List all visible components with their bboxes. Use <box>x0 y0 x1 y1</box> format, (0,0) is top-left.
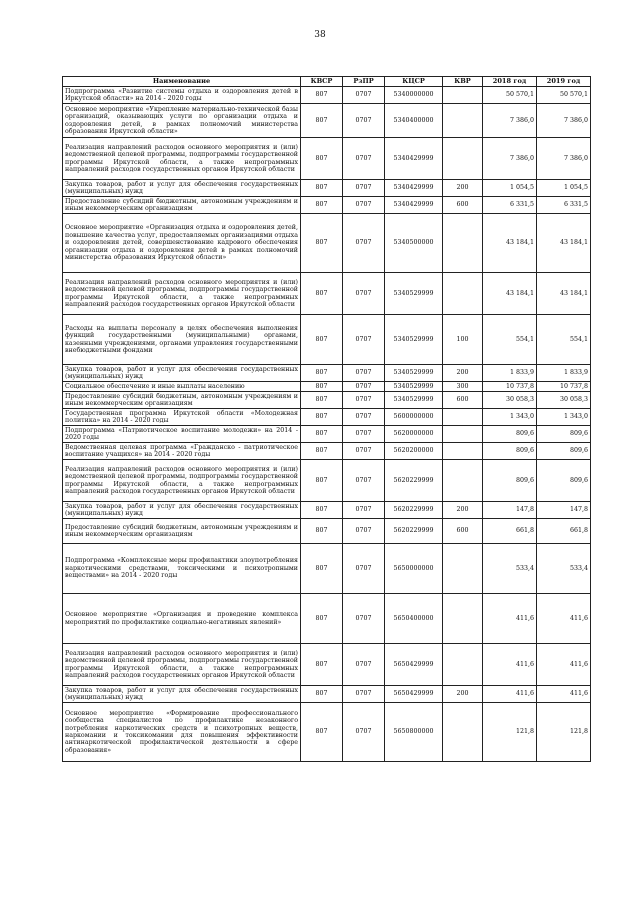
row-kvr: 600 <box>443 197 483 214</box>
row-2019: 43 184,1 <box>537 273 591 315</box>
row-name: Предоставление субсидий бюджетным, автономным учреждениям и иным некоммерческим организациям <box>63 392 301 409</box>
table-row <box>63 460 591 502</box>
row-rzpr: 0707 <box>343 686 385 703</box>
row-kvr: 600 <box>443 392 483 409</box>
row-2018: 411,6 <box>483 594 537 644</box>
row-kcsr: 5340400000 <box>385 104 443 138</box>
row-name: Реализация направлений расходов основного мероприятия и (или) ведомственной целевой программы, подпрограммы государственной программы Иркутской области, а также непрограммных направлений расходов государственных органов Иркутской области <box>63 273 301 315</box>
table-row <box>63 315 591 365</box>
row-2018: 7 386,0 <box>483 138 537 180</box>
table-row <box>63 594 591 644</box>
row-rzpr: 0707 <box>343 426 385 443</box>
row-2018: 411,6 <box>483 686 537 703</box>
row-2018: 1 833,9 <box>483 365 537 382</box>
row-name: Основное мероприятие «Укрепление материально-технической базы организаций, оказывающих услуги по организации отдыха и оздоровления детей, в рамках полномочий министерства образования Иркутской области» <box>63 104 301 138</box>
row-2019: 50 570,1 <box>537 87 591 104</box>
header-kvsr: КВСР <box>301 77 343 87</box>
row-kcsr: 5650000000 <box>385 544 443 594</box>
row-rzpr: 0707 <box>343 104 385 138</box>
row-kcsr: 5620229999 <box>385 502 443 519</box>
row-kvsr: 807 <box>301 365 343 382</box>
row-2018: 809,6 <box>483 460 537 502</box>
row-kvr <box>443 443 483 460</box>
row-kvsr: 807 <box>301 197 343 214</box>
row-kvsr: 807 <box>301 382 343 392</box>
row-name: Предоставление субсидий бюджетным, автономным учреждениям и иным некоммерческим организациям <box>63 519 301 544</box>
table-row <box>63 409 591 426</box>
row-rzpr: 0707 <box>343 644 385 686</box>
row-kcsr: 5620229999 <box>385 519 443 544</box>
row-2019: 411,6 <box>537 686 591 703</box>
row-kvsr: 807 <box>301 104 343 138</box>
row-kvsr: 807 <box>301 87 343 104</box>
row-2018: 554,1 <box>483 315 537 365</box>
row-kvsr: 807 <box>301 273 343 315</box>
row-name: Социальное обеспечение и иные выплаты населению <box>63 382 301 392</box>
row-2018: 661,8 <box>483 519 537 544</box>
row-rzpr: 0707 <box>343 138 385 180</box>
table-row <box>63 686 591 703</box>
row-rzpr: 0707 <box>343 502 385 519</box>
row-2018: 809,6 <box>483 443 537 460</box>
row-2018: 1 343,0 <box>483 409 537 426</box>
table-row <box>63 138 591 180</box>
table-row <box>63 365 591 382</box>
table-row <box>63 703 591 762</box>
row-rzpr: 0707 <box>343 365 385 382</box>
table-row <box>63 544 591 594</box>
row-2019: 411,6 <box>537 644 591 686</box>
table-row <box>63 443 591 460</box>
row-2019: 10 737,8 <box>537 382 591 392</box>
row-2019: 121,8 <box>537 703 591 762</box>
row-kvr <box>443 544 483 594</box>
row-rzpr: 0707 <box>343 180 385 197</box>
row-2019: 809,6 <box>537 460 591 502</box>
row-kvr <box>443 703 483 762</box>
row-kvr: 200 <box>443 365 483 382</box>
row-kcsr: 5340000000 <box>385 87 443 104</box>
row-2019: 554,1 <box>537 315 591 365</box>
row-kcsr: 5620229999 <box>385 460 443 502</box>
row-name: Ведомственная целевая программа «Гражданско - патриотическое воспитание учащихся» на 2014 - 2020 годы <box>63 443 301 460</box>
header-2018: 2018 год <box>483 77 537 87</box>
row-kvsr: 807 <box>301 686 343 703</box>
row-rzpr: 0707 <box>343 703 385 762</box>
row-kcsr: 5650400000 <box>385 594 443 644</box>
header-2019: 2019 год <box>537 77 591 87</box>
row-name: Подпрограмма «Патриотическое воспитание молодежи» на 2014 - 2020 годы <box>63 426 301 443</box>
row-2019: 147,8 <box>537 502 591 519</box>
row-2019: 6 331,5 <box>537 197 591 214</box>
row-kvsr: 807 <box>301 214 343 273</box>
row-kvr <box>443 644 483 686</box>
table-row <box>63 392 591 409</box>
row-kvsr: 807 <box>301 703 343 762</box>
row-kvsr: 807 <box>301 392 343 409</box>
row-name: Закупка товаров, работ и услуг для обеспечения государственных (муниципальных) нужд <box>63 180 301 197</box>
row-kvsr: 807 <box>301 594 343 644</box>
row-kcsr: 5340500000 <box>385 214 443 273</box>
row-2019: 43 184,1 <box>537 214 591 273</box>
table-row <box>63 382 591 392</box>
row-kcsr: 5650800000 <box>385 703 443 762</box>
row-kvr <box>443 426 483 443</box>
row-kvsr: 807 <box>301 644 343 686</box>
row-kvr: 200 <box>443 180 483 197</box>
row-2018: 1 054,5 <box>483 180 537 197</box>
row-kcsr: 5340429999 <box>385 180 443 197</box>
row-2019: 7 386,0 <box>537 104 591 138</box>
row-kvsr: 807 <box>301 315 343 365</box>
row-kvr <box>443 87 483 104</box>
row-2018: 147,8 <box>483 502 537 519</box>
table-header-row <box>63 77 591 87</box>
row-rzpr: 0707 <box>343 273 385 315</box>
row-kvr <box>443 214 483 273</box>
row-name: Основное мероприятие «Формирование профессионального сообщества специалистов по профилактике незаконного потребления наркотических средств и психотропных веществ, наркомании и токсикомании для повышения эффективности антинаркотической профилактической деятельности в сфере образования» <box>63 703 301 762</box>
row-kcsr: 5620000000 <box>385 426 443 443</box>
row-2018: 533,4 <box>483 544 537 594</box>
row-name: Предоставление субсидий бюджетным, автономным учреждениям и иным некоммерческим организациям <box>63 197 301 214</box>
row-kvr <box>443 138 483 180</box>
row-rzpr: 0707 <box>343 519 385 544</box>
row-rzpr: 0707 <box>343 214 385 273</box>
row-rzpr: 0707 <box>343 382 385 392</box>
row-name: Закупка товаров, работ и услуг для обеспечения государственных (муниципальных) нужд <box>63 686 301 703</box>
row-name: Основное мероприятие «Организация и проведение комплекса мероприятий по профилактике социально-негативных явлений» <box>63 594 301 644</box>
row-kcsr: 5340429999 <box>385 138 443 180</box>
row-name: Реализация направлений расходов основного мероприятия и (или) ведомственной целевой программы, подпрограммы государственной программы Иркутской области, а также непрограммных направлений расходов государственных органов Иркутской области <box>63 644 301 686</box>
row-name: Государственная программа Иркутской области «Молодежная политика» на 2014 - 2020 годы <box>63 409 301 426</box>
table-row <box>63 502 591 519</box>
row-name: Реализация направлений расходов основного мероприятия и (или) ведомственной целевой программы, подпрограммы государственной программы Иркутской области, а также непрограммных направлений расходов государственных органов Иркутской области <box>63 138 301 180</box>
row-kvr: 100 <box>443 315 483 365</box>
row-rzpr: 0707 <box>343 443 385 460</box>
row-rzpr: 0707 <box>343 460 385 502</box>
row-kvsr: 807 <box>301 502 343 519</box>
row-kvr <box>443 104 483 138</box>
row-kvsr: 807 <box>301 180 343 197</box>
row-kcsr: 5340529999 <box>385 273 443 315</box>
row-name: Закупка товаров, работ и услуг для обеспечения государственных (муниципальных) нужд <box>63 365 301 382</box>
row-name: Подпрограмма «Развитие системы отдыха и оздоровления детей в Иркутской области» на 2014 - 2020 годы <box>63 87 301 104</box>
row-rzpr: 0707 <box>343 409 385 426</box>
row-kvr <box>443 460 483 502</box>
row-name: Расходы на выплаты персоналу в целях обеспечения выполнения функций государственными (муниципальными) органами, казенными учреждениями, органами управления государственными внебюджетными фондами <box>63 315 301 365</box>
table-row <box>63 519 591 544</box>
table-row <box>63 426 591 443</box>
row-kvr <box>443 594 483 644</box>
header-kcsr: КЦСР <box>385 77 443 87</box>
row-kvr: 200 <box>443 502 483 519</box>
row-kvsr: 807 <box>301 443 343 460</box>
row-2018: 121,8 <box>483 703 537 762</box>
table-row <box>63 273 591 315</box>
row-2018: 411,6 <box>483 644 537 686</box>
row-rzpr: 0707 <box>343 594 385 644</box>
header-kvr: КВР <box>443 77 483 87</box>
row-kvsr: 807 <box>301 409 343 426</box>
row-2019: 1 054,5 <box>537 180 591 197</box>
row-kvr <box>443 409 483 426</box>
row-name: Основное мероприятие «Организация отдыха и оздоровления детей, повышение качества услуг, предоставляемых организациями отдыха и оздоровления детей, совершенствование кадрового обеспечения организации отдыха и оздоровления детей в рамках полномочий министерства образования Иркутской области» <box>63 214 301 273</box>
table-row <box>63 214 591 273</box>
row-2019: 1 343,0 <box>537 409 591 426</box>
row-2019: 809,6 <box>537 426 591 443</box>
row-2018: 30 058,3 <box>483 392 537 409</box>
row-2018: 43 184,1 <box>483 214 537 273</box>
row-kcsr: 5600000000 <box>385 409 443 426</box>
row-rzpr: 0707 <box>343 392 385 409</box>
row-2019: 809,6 <box>537 443 591 460</box>
row-kvsr: 807 <box>301 426 343 443</box>
row-2019: 30 058,3 <box>537 392 591 409</box>
row-2019: 661,8 <box>537 519 591 544</box>
table-row <box>63 197 591 214</box>
row-2018: 809,6 <box>483 426 537 443</box>
header-rzpr: РзПР <box>343 77 385 87</box>
row-kcsr: 5340529999 <box>385 315 443 365</box>
row-kvsr: 807 <box>301 138 343 180</box>
row-name: Реализация направлений расходов основного мероприятия и (или) ведомственной целевой программы, подпрограммы государственной программы Иркутской области, а также непрограммных направлений расходов государственных органов Иркутской области <box>63 460 301 502</box>
table-row <box>63 87 591 104</box>
row-kvr: 200 <box>443 686 483 703</box>
row-kcsr: 5340529999 <box>385 392 443 409</box>
header-name: Наименование <box>63 77 301 87</box>
page-number: 38 <box>314 30 326 40</box>
row-rzpr: 0707 <box>343 197 385 214</box>
row-kcsr: 5340529999 <box>385 382 443 392</box>
row-2018: 10 737,8 <box>483 382 537 392</box>
row-2018: 50 570,1 <box>483 87 537 104</box>
row-kcsr: 5650429999 <box>385 686 443 703</box>
row-rzpr: 0707 <box>343 544 385 594</box>
row-2019: 411,6 <box>537 594 591 644</box>
row-2018: 43 184,1 <box>483 273 537 315</box>
row-kcsr: 5650429999 <box>385 644 443 686</box>
row-kcsr: 5340429999 <box>385 197 443 214</box>
row-kcsr: 5340529999 <box>385 365 443 382</box>
row-kvsr: 807 <box>301 460 343 502</box>
table-row <box>63 180 591 197</box>
row-name: Закупка товаров, работ и услуг для обеспечения государственных (муниципальных) нужд <box>63 502 301 519</box>
row-2019: 533,4 <box>537 544 591 594</box>
row-rzpr: 0707 <box>343 87 385 104</box>
table-row <box>63 644 591 686</box>
row-2018: 6 331,5 <box>483 197 537 214</box>
table-row <box>63 104 591 138</box>
row-kvr <box>443 273 483 315</box>
row-rzpr: 0707 <box>343 315 385 365</box>
row-2018: 7 386,0 <box>483 104 537 138</box>
row-kvr: 300 <box>443 382 483 392</box>
row-2019: 1 833,9 <box>537 365 591 382</box>
row-kvsr: 807 <box>301 519 343 544</box>
row-kvr: 600 <box>443 519 483 544</box>
row-name: Подпрограмма «Комплексные меры профилактики злоупотребления наркотическими средствами, токсическими и психотропными веществами» на 2014 - 2020 годы <box>63 544 301 594</box>
row-kcsr: 5620200000 <box>385 443 443 460</box>
budget-table <box>62 76 591 762</box>
row-kvsr: 807 <box>301 544 343 594</box>
row-2019: 7 386,0 <box>537 138 591 180</box>
